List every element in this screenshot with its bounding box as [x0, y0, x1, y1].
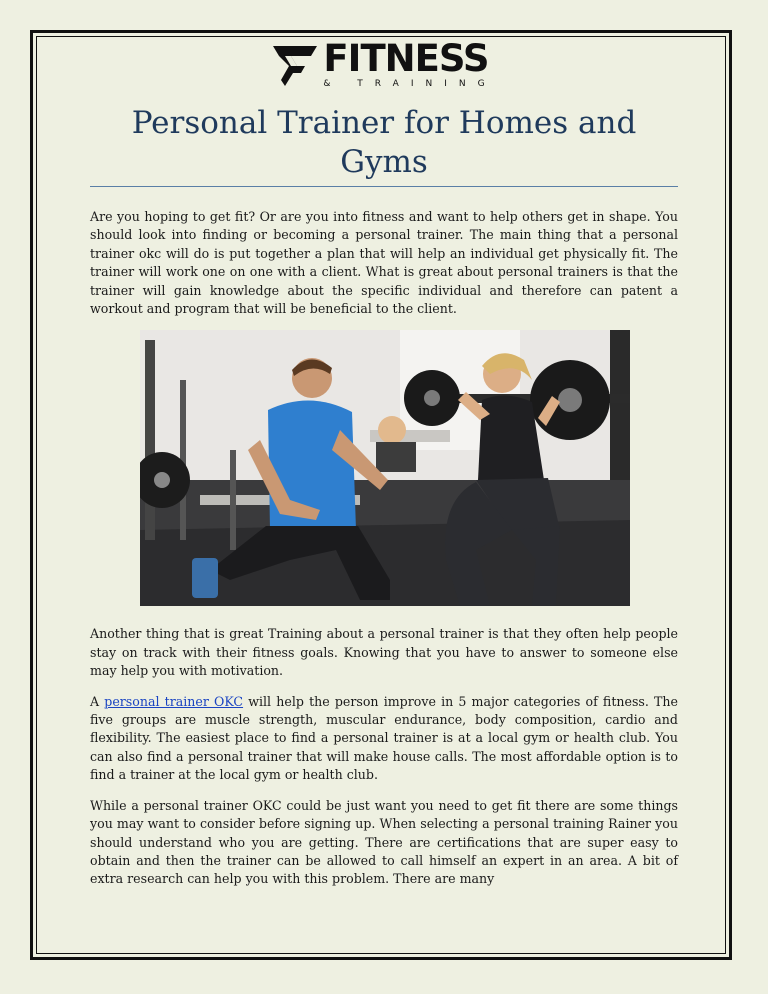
gym-training-photo: [140, 330, 630, 606]
document-page: [90, 37, 678, 889]
paragraph-categories: [90, 693, 678, 785]
logo-mark-icon: [271, 42, 319, 88]
logo-wordmark: FITNESS: [323, 37, 489, 80]
paragraph-categories-text: will help the person improve in 5 major categories of fitness. The five groups are muscle strength, muscular endurance, body composition, cardio and flexibility. The easiest place to find a personal trainer is at a local gym or health club. You can also find a personal trainer that will make house calls. The most affordable option is to find a trainer at the local gym or health club.: [90, 693, 678, 783]
logo-tagline: & TRAINING: [323, 79, 497, 89]
paragraph-considerations: While a personal trainer OKC could be just want you need to get fit there are some things you may want to consider before signing up. When selecting a personal training Rainer you should understand who you are getting. There are certifications that are super easy to obtain and then the trainer can be allowed to call himself an expert in an area. A bit of extra research can help you with this problem. There are many: [90, 797, 678, 887]
paragraph-motivation: Another thing that is great Training about a personal trainer is that they often help people stay on track with their fitness goals. Knowing that you have to answer to someone else may help you with motivation.: [90, 626, 678, 679]
personal-trainer-okc-link[interactable]: personal trainer OKC: [104, 693, 244, 709]
paragraph-categories-prefix: A: [90, 693, 105, 709]
paragraph-intro: Are you hoping to get fit? Or are you into fitness and want to help others get in shape. You should look into finding or becoming a personal trainer. The main thing that a personal trainer okc will do is put together a plan that will help an individual get physically fit. The trainer will work one on one with a client. What is great about personal trainers is that the trainer will gain knowledge about the specific individual and therefore can patent a workout and program that will be beneficial to the client.: [90, 209, 678, 317]
page-title: Personal Trainer for Homes and Gyms: [131, 105, 637, 180]
title-divider: [90, 186, 678, 187]
brand-logo: [90, 37, 678, 94]
